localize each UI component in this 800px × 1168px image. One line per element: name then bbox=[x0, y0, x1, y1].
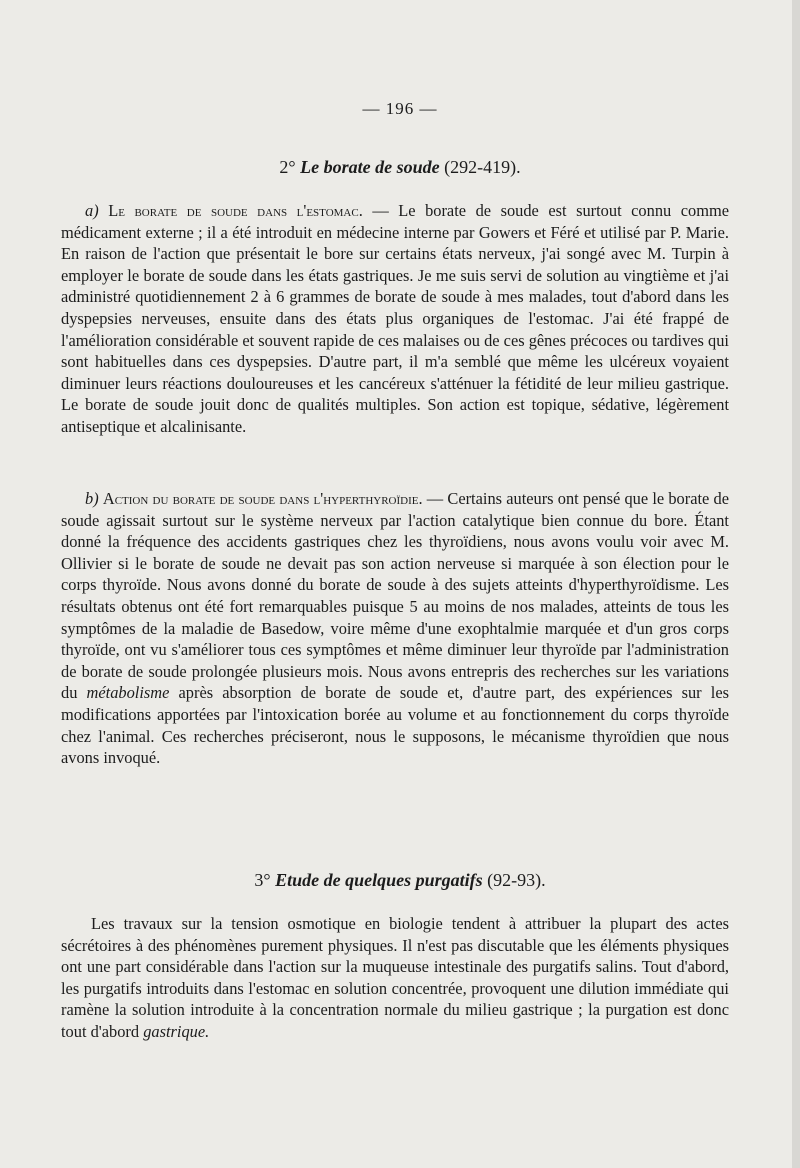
section-number: 3° bbox=[254, 870, 271, 890]
paragraph-text: — Certains auteurs ont pensé que le borate de soude agissait surtout sur le système nerveux par l'action catalytique bien connue du bore. Étant donné la fréquence des accidents gastriques chez les thyroïdiens, nous avons voulu voir avec M. Ollivier si le borate de soude ne devait pas son action nerveuse si marquée à son élection pour le corps thyroïde. Nous avons donné du borate de soude à des sujets atteints d'hyperthyroïdisme. Les résultats obtenus ont été fort remarquables puisque 5 au moins de nos malades, atteints de tous les symptômes de la maladie de Basedow, voire même d'une exophtalmie marquée et d'un gros corps thyroïde, ont vu s'améliorer tous ces symptômes et même diminuer leur thyroïde par l'administration de borate de soude prolongée plusieurs mois. Nous avons entrepris des recherches sur les variations du bbox=[61, 489, 729, 703]
page-edge-shadow bbox=[792, 0, 800, 1168]
section-heading-borate bbox=[0, 157, 800, 178]
paragraph-b bbox=[61, 488, 729, 769]
paragraph-marker: a) bbox=[85, 201, 99, 220]
paragraph-italic-end: gastrique. bbox=[143, 1021, 210, 1041]
paragraph-heading: Action du borate de soude dans l'hyperthyroïdie. bbox=[102, 489, 423, 508]
section-refs: (292-419). bbox=[444, 157, 521, 177]
section-title: Le borate de soude bbox=[300, 157, 440, 177]
section-title: Etude de quelques purgatifs bbox=[275, 870, 483, 890]
page-number: — 196 — bbox=[362, 99, 438, 118]
section-refs: (92-93). bbox=[487, 870, 546, 890]
paragraph-text: — Le borate de soude est surtout connu comme médicament externe ; il a été introduit en médecine interne par Gowers et Féré et utilisé par P. Marie. En raison de l'action que présentait le bore sur certains états nerveux, j'ai songé avec M. Turpin à employer le borate de soude dans les états gastriques. Je me suis servi de solution au vingtième et j'ai administré quotidiennement 2 à 6 grammes de borate de soude à mes malades, tout d'abord dans les dyspepsies nerveuses, ensuite dans des états plus organiques de l'estomac. J'ai été frappé de l'amélioration considérable et souvent rapide de ces malaises ou de ces gênes précoces ou tardives qui sont habituelles dans ces dyspepsies. D'autre part, il m'a semblé que même les ulcéreux voyaient diminuer leurs réactions douloureuses et les cancéreux s'atténuer la fétidité de leur milieu gastrique. Le borate de soude jouit donc de qualités multiples. Son action est topique, sédative, légèrement antiseptique et alcalinisante. bbox=[61, 201, 729, 436]
paragraph-heading: Le borate de soude dans l'estomac. bbox=[108, 201, 363, 220]
paragraph-c bbox=[61, 913, 729, 1043]
paragraph-italic-term: métabolisme bbox=[86, 683, 170, 703]
paragraph-text-continued: après absorption de borate de soude et, d'autre part, des expériences sur les modifications apportées par l'intoxication borée au volume et au fonctionnement du corps thyroïde chez l'animal. Ces recherches préciseront, nous le supposons, le mécanisme thyroïdien que nous avons invoqué. bbox=[61, 683, 729, 768]
section-heading-purgatifs bbox=[0, 870, 800, 891]
paragraph-marker: b) bbox=[85, 489, 99, 508]
section-number: 2° bbox=[279, 157, 296, 177]
paragraph-text: Les travaux sur la tension osmotique en biologie tendent à attribuer la plupart des actes sécrétoires à des phénomènes purement physiques. Il n'est pas discutable que les éléments physiques ont une part considérable dans l'action sur la muqueuse intestinale des purgatifs salins. Tout d'abord, les purgatifs introduits dans l'estomac en solution concentrée, provoquent une dilution immédiate qui ramène la solution introduite à la concentration normale du milieu gastrique ; la purgation est donc tout d'abord bbox=[61, 914, 729, 1041]
paragraph-a bbox=[61, 200, 729, 438]
